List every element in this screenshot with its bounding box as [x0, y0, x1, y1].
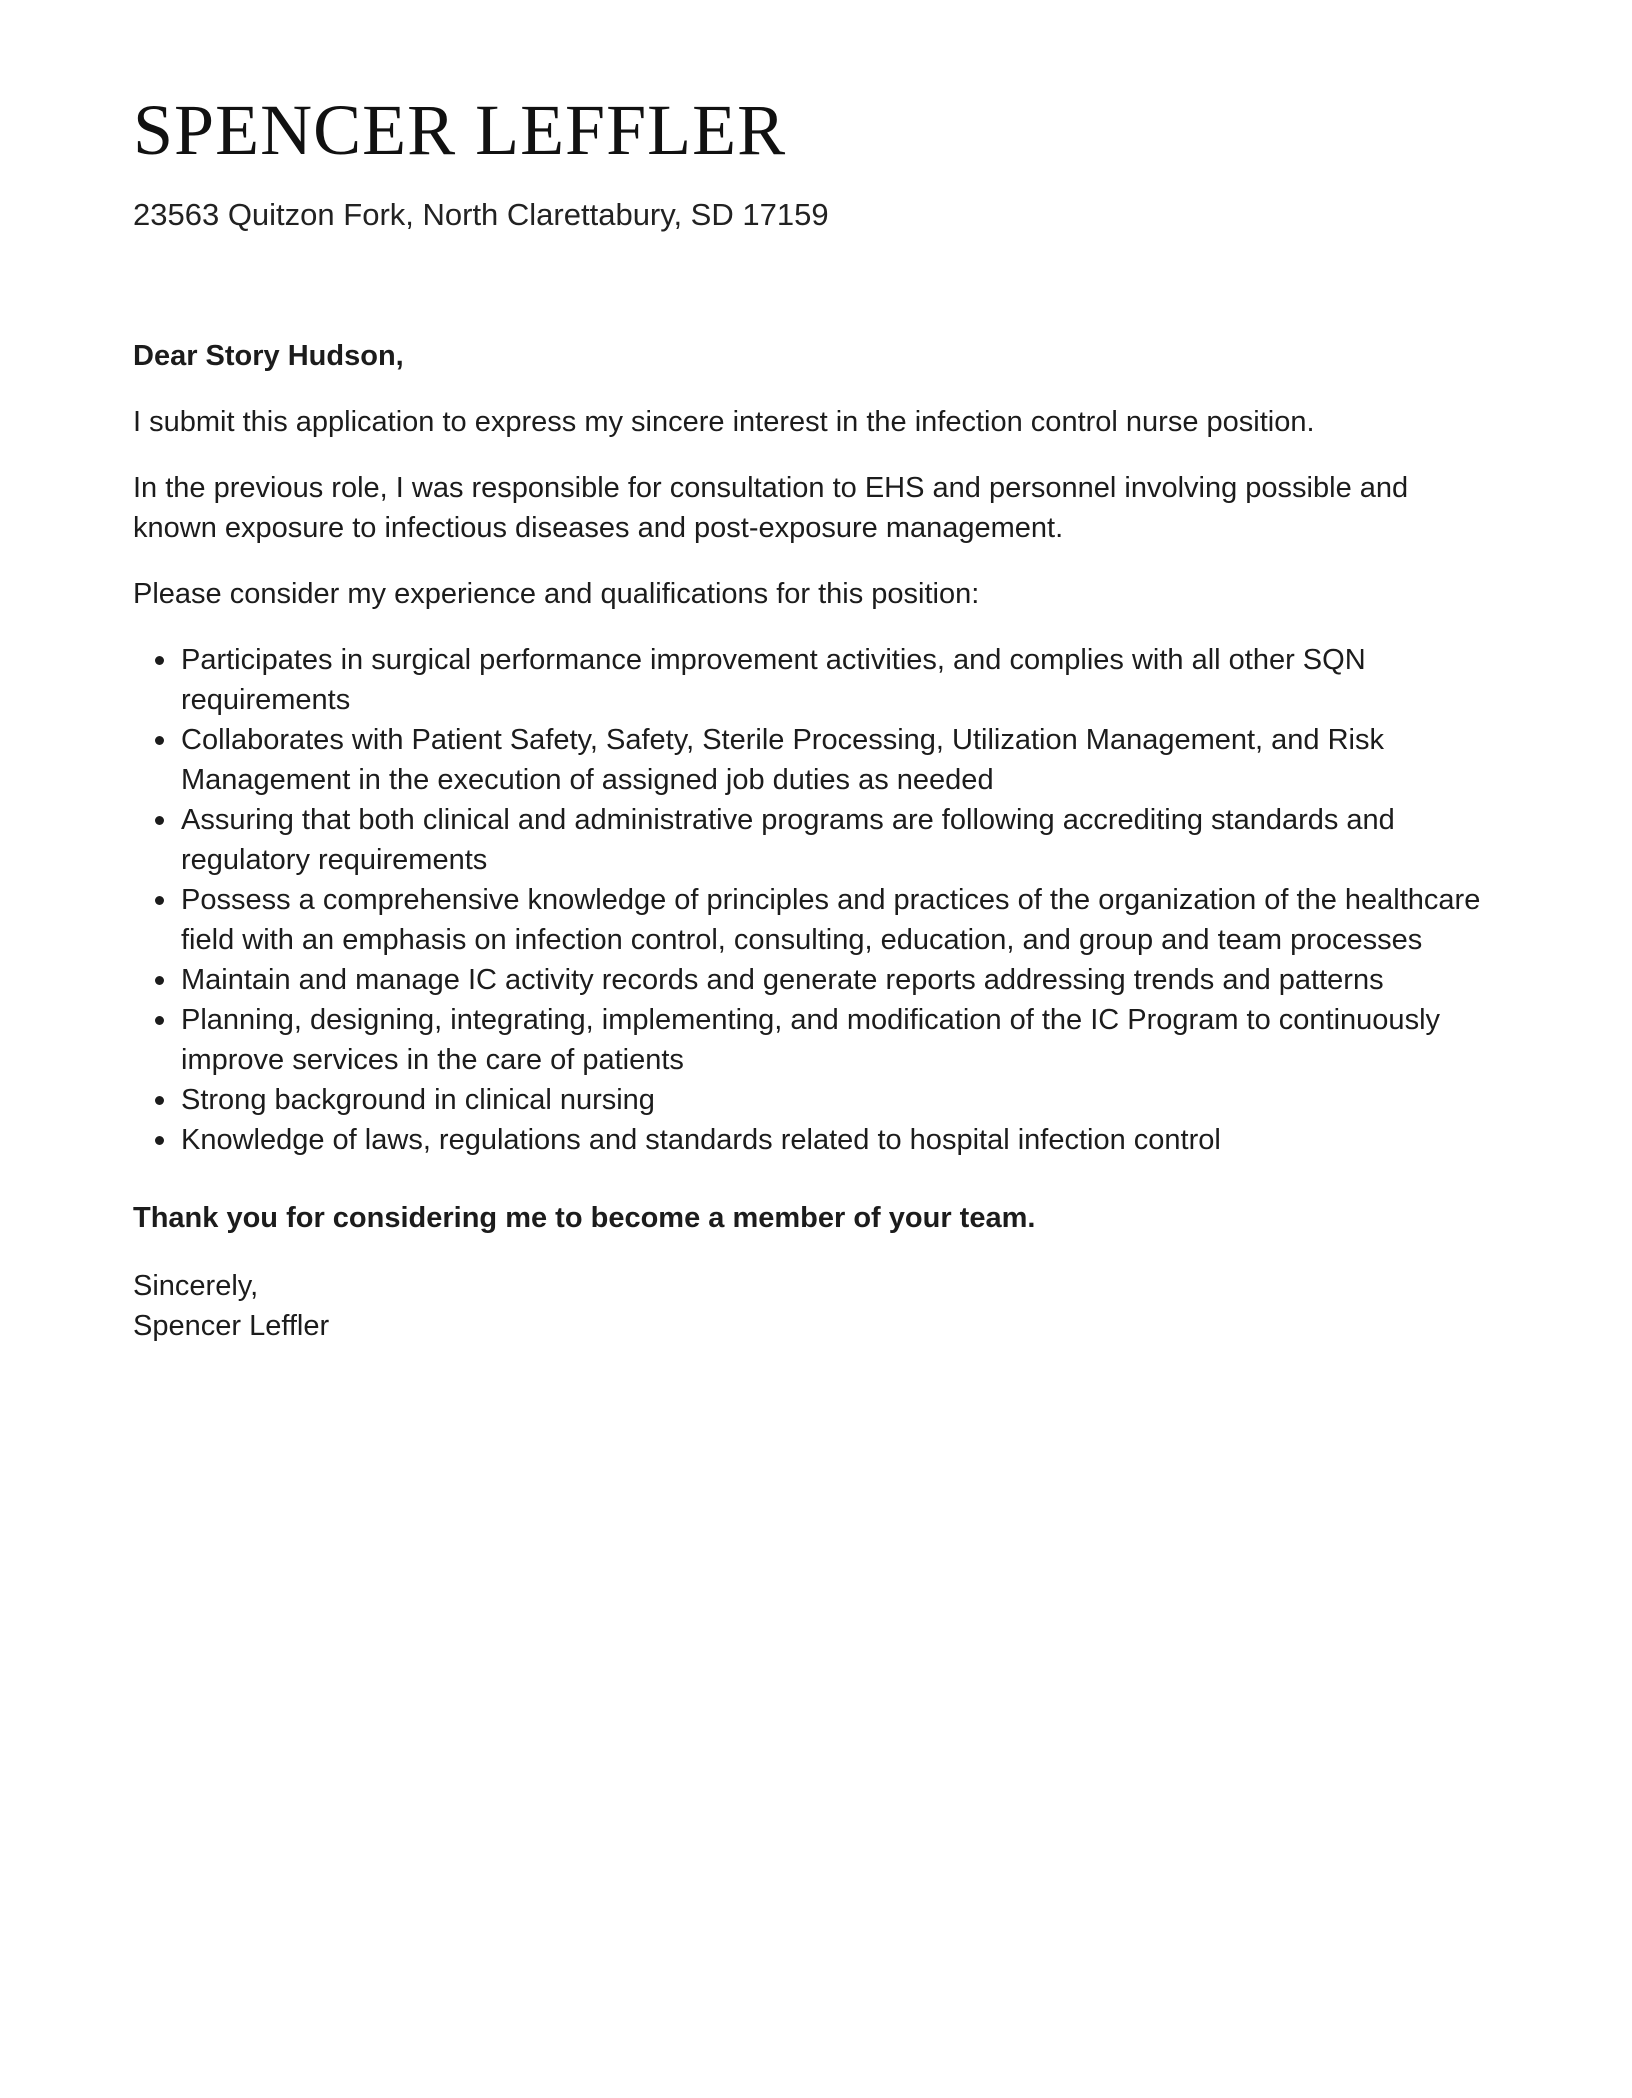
bullet-icon	[155, 656, 164, 665]
bullet-icon	[155, 736, 164, 745]
bullet-icon	[155, 1016, 164, 1025]
list-item-text: Knowledge of laws, regulations and standards related to hospital infection control	[181, 1124, 1221, 1156]
list-item-text: Maintain and manage IC activity records and generate reports addressing trends and patterns	[181, 964, 1384, 996]
intro-paragraph: I submit this application to express my sincere interest in the infection control nurse position.	[133, 406, 1315, 438]
list-item	[181, 720, 1499, 800]
list-item	[181, 1080, 1499, 1120]
list-item-text: Collaborates with Patient Safety, Safety, Sterile Processing, Utilization Management, and Risk Management in the execution of assigned job duties as needed	[181, 724, 1385, 796]
list-item-text: Assuring that both clinical and administrative programs are following accrediting standards and regulatory requirements	[181, 804, 1395, 876]
list-item-text: Planning, designing, integrating, implementing, and modification of the IC Program to continuously improve services in the care of patients	[181, 1004, 1441, 1076]
list-item-text: Strong background in clinical nursing	[181, 1084, 655, 1116]
list-item	[181, 640, 1499, 720]
applicant-name: SPENCER LEFFLER	[133, 90, 787, 170]
thanks-line: Thank you for considering me to become a member of your team.	[133, 1202, 1036, 1234]
list-item	[181, 1000, 1499, 1080]
qualifications-list	[133, 640, 1499, 1160]
applicant-address: 23563 Quitzon Fork, North Clarettabury, SD 17159	[133, 197, 829, 232]
list-item-text: Participates in surgical performance improvement activities, and complies with all other SQN requirements	[181, 644, 1366, 716]
bullet-icon	[155, 896, 164, 905]
bullet-icon	[155, 816, 164, 825]
closing-line: Sincerely,	[133, 1270, 259, 1302]
salutation: Dear Story Hudson,	[133, 340, 404, 372]
letter-body	[133, 336, 1499, 1346]
list-item-text: Possess a comprehensive knowledge of principles and practices of the organization of the healthcare field with an emphasis on infection control, consulting, education, and group and team processes	[181, 884, 1481, 956]
list-item	[181, 1120, 1499, 1160]
list-item	[181, 880, 1499, 960]
consider-paragraph: Please consider my experience and qualifications for this position:	[133, 578, 980, 610]
bullet-icon	[155, 976, 164, 985]
bullet-icon	[155, 1136, 164, 1145]
previous-role-paragraph: In the previous role, I was responsible for consultation to EHS and personnel involving possible and known exposure to infectious diseases and post-exposure management.	[133, 472, 1409, 544]
list-item	[181, 960, 1499, 1000]
signature-name: Spencer Leffler	[133, 1310, 330, 1342]
bullet-icon	[155, 1096, 164, 1105]
list-item	[181, 800, 1499, 880]
